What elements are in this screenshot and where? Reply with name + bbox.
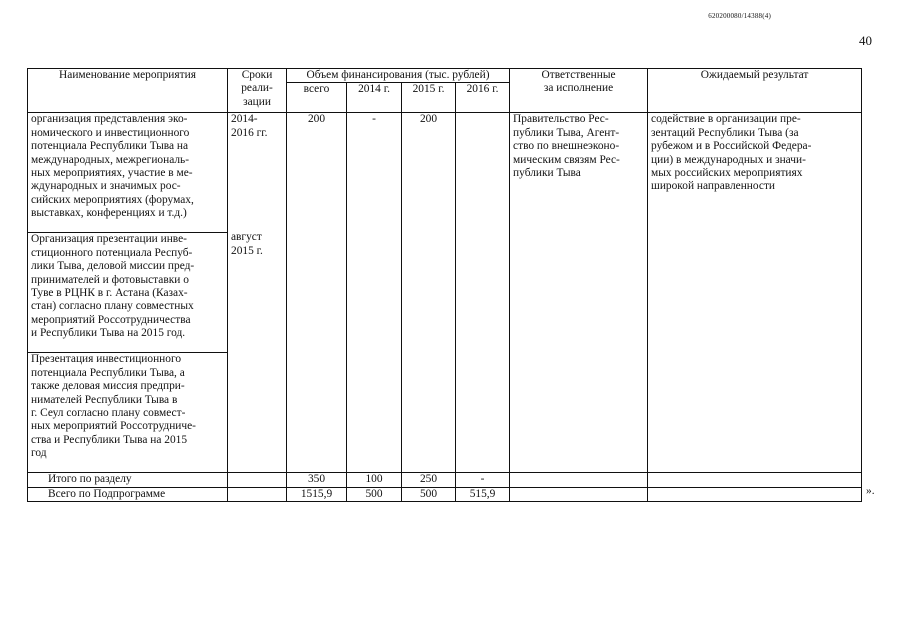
header-name: Наименование мероприятия bbox=[28, 69, 228, 113]
expected-result bbox=[648, 113, 862, 473]
event-terms bbox=[228, 113, 287, 473]
header-responsible bbox=[510, 69, 648, 113]
text-line: ции) в международных и значи- bbox=[651, 153, 806, 166]
text-line: ных мероприятий Россотрудниче- bbox=[31, 420, 196, 433]
empty-cell bbox=[648, 473, 862, 487]
spacer bbox=[231, 140, 283, 231]
text-line: нимателей Республики Тыва в bbox=[31, 393, 178, 406]
closing-quote: ». bbox=[866, 485, 875, 497]
subtotal-row bbox=[28, 473, 862, 487]
text-line: 2015 г. bbox=[231, 244, 263, 257]
text-line: ждународных и значимых рос- bbox=[31, 180, 181, 193]
header-responsible-line: за исполнение bbox=[543, 82, 614, 95]
header-terms-line: реали- bbox=[241, 82, 273, 95]
text-line: год bbox=[31, 447, 47, 460]
grand-total-row bbox=[28, 487, 862, 501]
text-line: выставках, конференциях и т.д.) bbox=[31, 207, 187, 220]
event-name bbox=[28, 233, 228, 353]
grand-total-2016: 515,9 bbox=[456, 487, 510, 501]
text-line: Правительство Рес- bbox=[513, 113, 609, 126]
empty-cell bbox=[228, 487, 287, 501]
header-funding: Объем финансирования (тыс. рублей) bbox=[287, 69, 510, 83]
text-line: мероприятий Россотрудничества bbox=[31, 313, 191, 326]
header-total: всего bbox=[287, 83, 347, 113]
header-responsible-line: Ответственные bbox=[541, 69, 616, 81]
header-2015: 2015 г. bbox=[402, 83, 456, 113]
text-line: стан) согласно плану совместных bbox=[31, 300, 194, 313]
funding-2016 bbox=[456, 113, 510, 473]
text-line: Организация презентации инве- bbox=[31, 233, 187, 246]
text-line: публики Тыва bbox=[513, 167, 581, 180]
text-line: потенциала Республики Тыва на bbox=[31, 140, 189, 153]
text-line: сийских мероприятиях (форумах, bbox=[31, 193, 194, 206]
text-line: содействие в организации пре- bbox=[651, 113, 801, 126]
text-line: Туве в РЦНК в г. Астана (Казах- bbox=[31, 287, 188, 300]
subtotal-2016: - bbox=[456, 473, 510, 487]
empty-cell bbox=[228, 473, 287, 487]
text-line: мых российских мероприятиях bbox=[651, 167, 803, 180]
program-table bbox=[27, 68, 862, 502]
text-line: зентаций Республики Тыва (за bbox=[651, 126, 799, 139]
header-terms bbox=[228, 69, 287, 113]
empty-cell bbox=[510, 487, 648, 501]
header-result: Ожидаемый результат bbox=[648, 69, 862, 113]
grand-total-2014: 500 bbox=[347, 487, 402, 501]
event-name bbox=[28, 113, 228, 233]
text-line: стиционного потенциала Респуб- bbox=[31, 246, 193, 259]
text-line: также деловая миссия предпри- bbox=[31, 380, 185, 393]
funding-2015: 200 bbox=[402, 113, 456, 473]
text-line: лики Тыва, деловой миссии пред- bbox=[31, 260, 195, 273]
text-line: ство по внешнеэконо- bbox=[513, 140, 620, 153]
event-name bbox=[28, 353, 228, 473]
text-line: август bbox=[231, 231, 262, 244]
empty-cell bbox=[510, 473, 648, 487]
header-terms-line: зации bbox=[243, 95, 271, 108]
header-2014: 2014 г. bbox=[347, 83, 402, 113]
document-number: 620200080/14388(4) bbox=[708, 12, 771, 20]
table-row bbox=[28, 113, 862, 233]
subtotal-total: 350 bbox=[287, 473, 347, 487]
text-line: и Республики Тыва на 2015 год. bbox=[31, 327, 186, 340]
responsible bbox=[510, 113, 648, 473]
text-line: г. Сеул согласно плану совмест- bbox=[31, 407, 186, 420]
text-line: ных мероприятиях, участие в ме- bbox=[31, 167, 193, 180]
subtotal-2014: 100 bbox=[347, 473, 402, 487]
text-line: принимателей и фотовыставки о bbox=[31, 273, 189, 286]
header-2016: 2016 г. bbox=[456, 83, 510, 113]
empty-cell bbox=[648, 487, 862, 501]
header-terms-line: Сроки bbox=[241, 69, 273, 81]
page-number: 40 bbox=[859, 33, 872, 48]
text-line: широкой направленности bbox=[651, 180, 776, 193]
text-line: мическим связям Рес- bbox=[513, 153, 620, 166]
text-line: публики Тыва, Агент- bbox=[513, 126, 620, 139]
grand-total-label: Всего по Подпрограмме bbox=[28, 487, 228, 501]
text-line: международных, межрегиональ- bbox=[31, 153, 190, 166]
text-line: 2014- bbox=[231, 113, 258, 126]
grand-total-total: 1515,9 bbox=[287, 487, 347, 501]
text-line: Презентация инвестиционного bbox=[31, 353, 182, 366]
text-line: ства и Республики Тыва на 2015 bbox=[31, 433, 188, 446]
funding-2014: - bbox=[347, 113, 402, 473]
text-line: 2016 гг. bbox=[231, 126, 268, 139]
subtotal-label: Итого по разделу bbox=[28, 473, 228, 487]
grand-total-2015: 500 bbox=[402, 487, 456, 501]
text-line: номического и инвестиционного bbox=[31, 126, 190, 139]
text-line: организация представления эко- bbox=[31, 113, 188, 126]
funding-total: 200 bbox=[287, 113, 347, 473]
text-line: потенциала Республики Тыва, а bbox=[31, 366, 185, 379]
subtotal-2015: 250 bbox=[402, 473, 456, 487]
header-row-1 bbox=[28, 69, 862, 83]
text-line: рубежом и в Российской Федера- bbox=[651, 140, 812, 153]
